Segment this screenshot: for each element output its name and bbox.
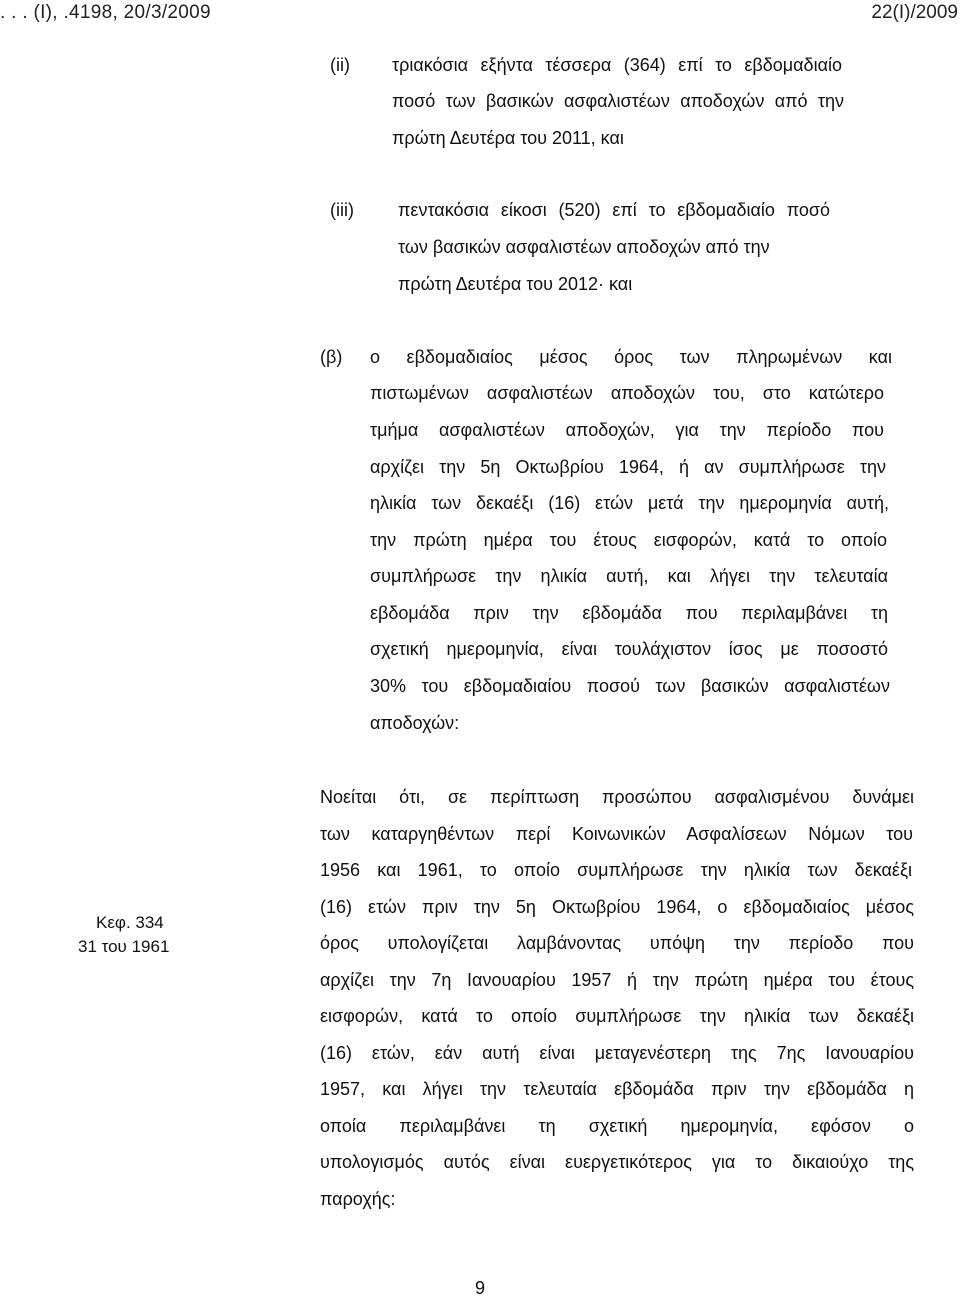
item-b-line-8: εβδομάδα πριν την εβδομάδα που περιλαμβάνει τη — [370, 603, 888, 623]
item-b-line-1: ο εβδομαδιαίος μέσος όρος των πληρωμένων και — [370, 347, 892, 367]
proviso-line-3: 1956 και 1961, το οποίο συμπλήρωσε την ηλικία των δεκαέξι — [320, 860, 912, 880]
page-number: 9 — [474, 1278, 485, 1298]
item-b-line-3: τμήμα ασφαλιστέων αποδοχών, για την περίοδο που — [370, 420, 884, 440]
proviso-line-8: (16) ετών, εάν αυτή είναι μεταγενέστερη της 7ης Ιανουαρίου — [320, 1043, 914, 1063]
proviso-line-10: οποία περιλαμβάνει τη σχετική ημερομηνία, εφόσον ο — [320, 1116, 914, 1136]
item-ii-label: (ii) — [330, 55, 350, 75]
item-b-line-11: αποδοχών: — [370, 713, 460, 733]
item-iii-line-1: πεντακόσια είκοσι (520) επί το εβδομαδιαίο ποσό — [398, 200, 830, 220]
proviso-line-2: των καταργηθέντων περί Κοινωνικών Ασφαλίσεων Νόμων του — [320, 824, 913, 844]
item-b-line-6: την πρώτη ημέρα του έτους εισφορών, κατά το οποίο — [370, 530, 887, 550]
item-b-line-9: σχετική ημερομηνία, είναι τουλάχιστον ίσος με ποσοστό — [370, 639, 888, 659]
proviso-line-6: αρχίζει την 7η Ιανουαρίου 1957 ή την πρώτη ημέρα του έτους — [320, 970, 914, 990]
margin-note-chapter: Κεφ. 334 — [96, 913, 164, 932]
margin-note-law: 31 του 1961 — [78, 937, 170, 956]
item-iii-line-3: πρώτη Δευτέρα του 2012· και — [398, 274, 633, 294]
proviso-line-12: παροχής: — [320, 1189, 396, 1209]
item-iii-label: (iii) — [330, 200, 354, 220]
item-ii-line-2: ποσό των βασικών ασφαλιστέων αποδοχών από την — [392, 91, 844, 111]
item-b-line-7: συμπλήρωσε την ηλικία αυτή, και λήγει την τελευταία — [370, 566, 888, 586]
item-b-line-10: 30% του εβδομαδιαίου ποσού των βασικών ασφαλιστέων — [370, 676, 890, 696]
proviso-line-9: 1957, και λήγει την τελευταία εβδομάδα πριν την εβδομάδα η — [320, 1079, 914, 1099]
item-ii-line-3: πρώτη Δευτέρα του 2011, και — [392, 128, 624, 148]
proviso-line-5: όρος υπολογίζεται λαμβάνοντας υπόψη την περίοδο που — [320, 933, 914, 953]
item-b-line-2: πιστωμένων ασφαλιστέων αποδοχών του, στο κατώτερο — [370, 383, 884, 403]
proviso-line-11: υπολογισμός αυτός είναι ευεργετικότερος για το δικαιούχο της — [320, 1152, 914, 1172]
proviso-line-4: (16) ετών πριν την 5η Οκτωβρίου 1964, ο εβδομαδιαίος μέσος — [320, 897, 914, 917]
law-number-header: 22(Ι)/2009 — [871, 2, 958, 23]
document-reference-header: . . . (Ι), .4198, 20/3/2009 — [0, 2, 211, 23]
proviso-line-7: εισφορών, κατά το οποίο συμπλήρωσε την ηλικία των δεκαέξι — [320, 1006, 914, 1026]
item-b-line-4: αρχίζει την 5η Οκτωβρίου 1964, ή αν συμπλήρωσε την — [370, 457, 886, 477]
item-iii-line-2: των βασικών ασφαλιστέων αποδοχών από την — [398, 237, 770, 257]
item-b-label: (β) — [320, 347, 343, 367]
item-ii-line-1: τριακόσια εξήντα τέσσερα (364) επί το εβδομαδιαίο — [392, 55, 842, 75]
proviso-line-1: Νοείται ότι, σε περίπτωση προσώπου ασφαλισμένου δυνάμει — [320, 787, 914, 807]
item-b-line-5: ηλικία των δεκαέξι (16) ετών μετά την ημερομηνία αυτή, — [370, 493, 889, 513]
